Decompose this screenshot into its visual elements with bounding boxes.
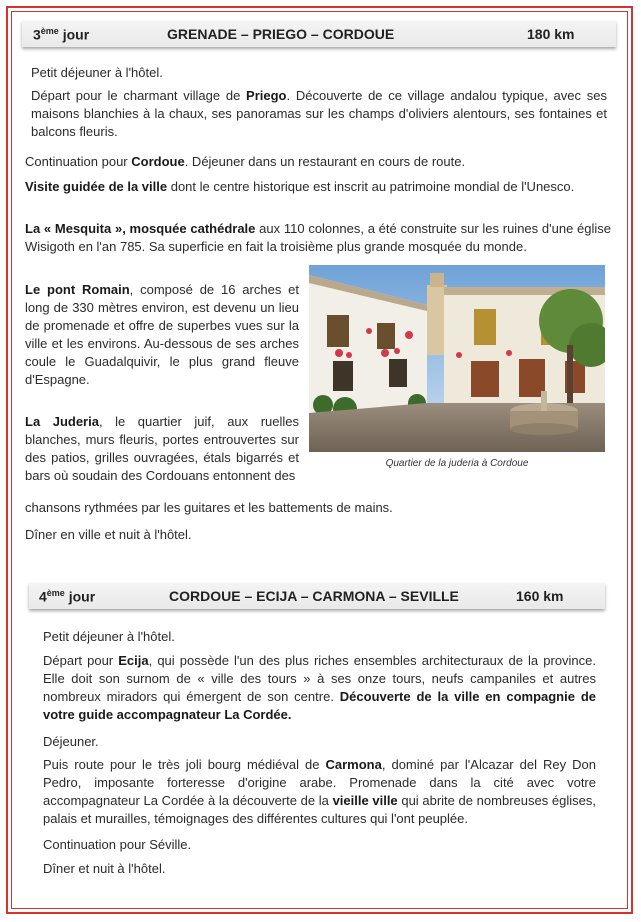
juderia-photo	[309, 265, 605, 452]
day4-distance: 160 km	[516, 588, 564, 604]
day3-label: 3ème jour	[33, 26, 90, 43]
day3-priego: Départ pour le charmant village de Priego. Découverte de ce village andalou typique, avec ses maisons blanchies à la chaux, ses panoramas sur les champs d'oliviers alentours, ses fontaines et balcons fleuris.	[31, 88, 607, 139]
day3-juderia: La Juderia, le quartier juif, aux ruelles blanches, murs fleuris, portes entrouvertes sur des patios, grilles ouvragées, étals bigarrés et bars où soudain des Cordouans entonnent des	[25, 414, 299, 483]
day4-label: 4ème jour	[39, 588, 96, 605]
day3-pont-romain: Le pont Romain, composé de 16 arches et long de 330 mètres environ, est devenu un lieu de promenade et offre de superbes vues sur la ville et les environs. Au-dessous de ses arches coule le Guadalquivir, le plus grand fleuve d'Espagne.	[25, 282, 299, 387]
day3-visite: Visite guidée de la ville dont le centre historique est inscrit au patrimoine mondial de l'Unesco.	[25, 179, 575, 194]
day4-lunch: Déjeuner.	[43, 734, 99, 749]
day3-cordoue: Continuation pour Cordoue. Déjeuner dans un restaurant en cours de route.	[25, 154, 466, 169]
juderia-photo-illustration	[309, 265, 605, 452]
day3-mesquita: La « Mesquita », mosquée cathédrale aux 110 colonnes, a été construite sur les ruines d'une église Wisigoth en l'an 785. Sa superficie en fait la troisième plus grande mosquée du monde.	[25, 221, 612, 254]
day4-breakfast: Petit déjeuner à l'hôtel.	[43, 629, 175, 644]
day3-distance: 180 km	[527, 26, 575, 42]
day3-breakfast: Petit déjeuner à l'hôtel.	[31, 65, 163, 80]
day4-route: CORDOUE – ECIJA – CARMONA – SEVILLE	[169, 588, 459, 604]
day3-juderia-continued: chansons rythmées par les guitares et les battements de mains.	[25, 500, 393, 515]
day4-dinner: Dîner et nuit à l'hôtel.	[43, 861, 166, 876]
day4-header	[29, 583, 605, 609]
day3-dinner: Dîner en ville et nuit à l'hôtel.	[25, 527, 192, 542]
day4-carmona: Puis route pour le très joli bourg médiéval de Carmona, dominé par l'Alcazar del Rey Don Pedro, imposante forteresse d'origine arabe. Promenade dans la cité avec votre accompagnateur La Cordée à la découverte de la vieille ville qui abrite de nombreuses églises, palais et murailles, témoignages des différentes cultures qui l'ont peuplée.	[43, 757, 596, 826]
day4-ecija: Départ pour Ecija, qui possède l'un des plus riches ensembles architecturaux de la province. Elle doit son surnom de « ville des tours » à ses onze tours, neufs campaniles et autres nombreux miradors qui émergent de son centre. Découverte de la ville en compagnie de votre guide accompagnateur La Cordée.	[43, 653, 597, 722]
day3-route: GRENADE – PRIEGO – CORDOUE	[167, 26, 395, 42]
day3-header	[22, 21, 616, 47]
photo-caption: Quartier de la juderia à Cordoue	[385, 458, 529, 469]
day4-seville: Continuation pour Séville.	[43, 837, 192, 852]
